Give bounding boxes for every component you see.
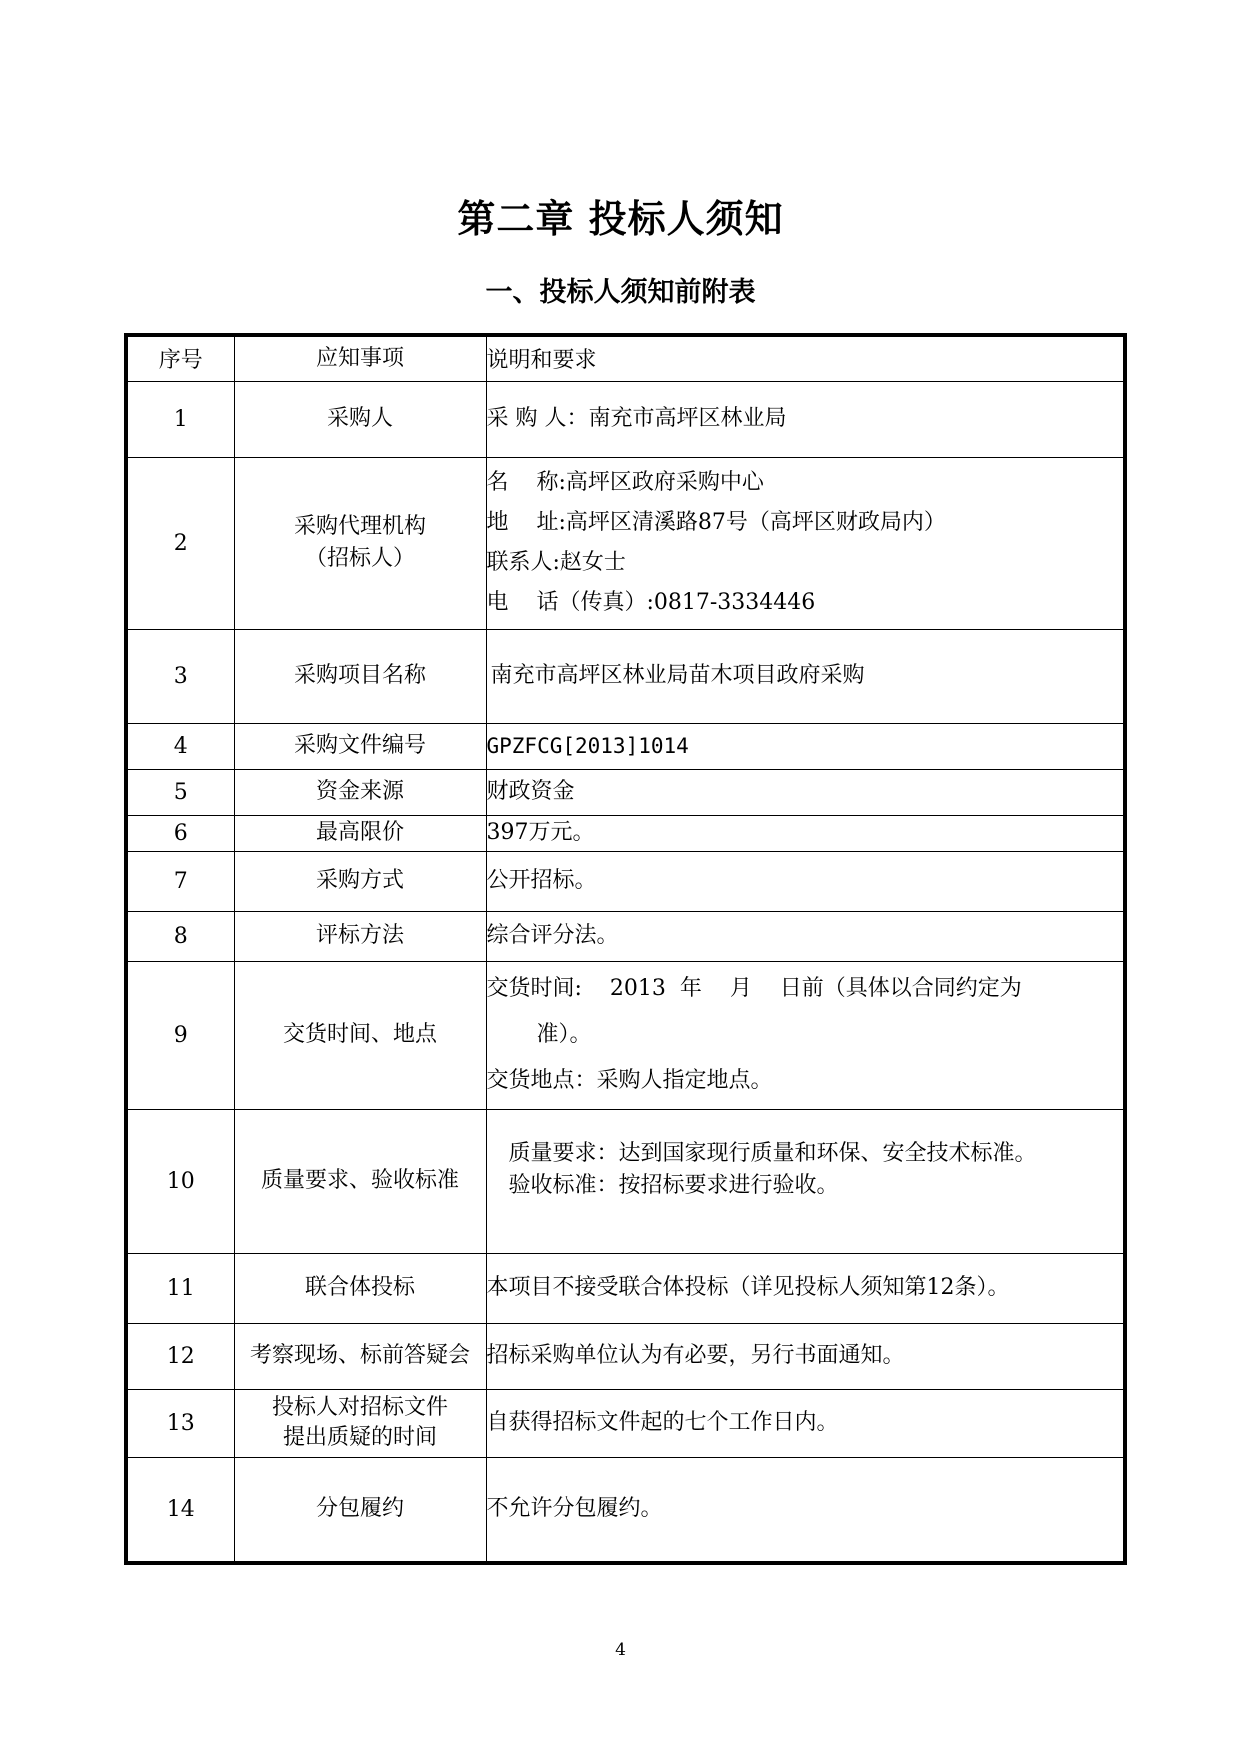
item-line: 提出质疑的时间 bbox=[282, 1425, 437, 1450]
row-item bbox=[234, 1389, 486, 1457]
item-line: 质量要求、验收标准 bbox=[260, 1168, 459, 1193]
desc-line: 准）。 bbox=[536, 1022, 592, 1047]
desc-line: 验收标准：按招标要求进行验收。 bbox=[508, 1172, 839, 1198]
row-item bbox=[234, 381, 486, 457]
row-desc bbox=[486, 1457, 1125, 1563]
table-row bbox=[126, 381, 1125, 457]
row-no: 7 bbox=[126, 851, 234, 911]
item-line: 采购人 bbox=[326, 406, 393, 431]
table-row bbox=[126, 911, 1125, 961]
row-no: 12 bbox=[126, 1323, 234, 1389]
table-row bbox=[126, 1323, 1125, 1389]
row-desc bbox=[486, 381, 1125, 457]
row-desc bbox=[486, 769, 1125, 815]
table-row bbox=[126, 815, 1125, 851]
row-item bbox=[234, 961, 486, 1109]
row-item bbox=[234, 1323, 486, 1389]
desc-line: 397万元。 bbox=[486, 820, 595, 845]
row-no: 14 bbox=[126, 1457, 234, 1563]
desc-line: 质量要求：达到国家现行质量和环保、安全技术标准。 bbox=[508, 1140, 1037, 1166]
desc-line: 联系人:赵女士 bbox=[486, 550, 626, 575]
desc-line: 本项目不接受联合体投标（详见投标人须知第12条）。 bbox=[486, 1275, 1010, 1300]
notice-table bbox=[124, 333, 1127, 1565]
item-line: 联合体投标 bbox=[304, 1275, 415, 1300]
item-line: 采购项目名称 bbox=[293, 663, 426, 688]
item-line: 采购方式 bbox=[315, 868, 404, 893]
header-item: 应知事项 bbox=[234, 335, 486, 381]
desc-line: 地 址:高坪区清溪路87号（高坪区财政局内） bbox=[486, 510, 946, 535]
row-no: 11 bbox=[126, 1253, 234, 1323]
row-desc bbox=[486, 629, 1125, 723]
table-row bbox=[126, 629, 1125, 723]
table-row bbox=[126, 1457, 1125, 1563]
header-no: 序号 bbox=[126, 335, 234, 381]
table-row bbox=[126, 1109, 1125, 1253]
item-line: 采购文件编号 bbox=[293, 733, 426, 758]
row-desc bbox=[486, 815, 1125, 851]
table-row bbox=[126, 851, 1125, 911]
item-line: 评标方法 bbox=[315, 923, 404, 948]
table-row bbox=[126, 1389, 1125, 1457]
desc-line: 交货时间: 2013 年 月 日前（具体以合同约定为 bbox=[486, 976, 1022, 1001]
desc-line: 交货地点：采购人指定地点。 bbox=[486, 1068, 773, 1093]
desc-line: 公开招标。 bbox=[486, 868, 597, 893]
item-line: 采购代理机构 bbox=[293, 514, 426, 539]
row-item bbox=[234, 815, 486, 851]
desc-line: 财政资金 bbox=[486, 779, 575, 804]
desc-line: 采 购 人：南充市高坪区林业局 bbox=[486, 406, 787, 431]
row-no: 10 bbox=[126, 1109, 234, 1253]
row-item bbox=[234, 1457, 486, 1563]
desc-line: 招标采购单位认为有必要，另行书面通知。 bbox=[486, 1343, 905, 1368]
row-desc bbox=[486, 723, 1125, 769]
row-item bbox=[234, 457, 486, 629]
item-line: 投标人对招标文件 bbox=[271, 1395, 448, 1420]
item-line: 资金来源 bbox=[315, 779, 404, 804]
section-title: 一、投标人须知前附表 bbox=[485, 277, 756, 308]
desc-line: 不允许分包履约。 bbox=[486, 1496, 663, 1522]
row-item bbox=[234, 629, 486, 723]
row-item bbox=[234, 1253, 486, 1323]
row-desc bbox=[486, 961, 1125, 1109]
page-number: 4 bbox=[615, 1640, 626, 1660]
table-row bbox=[126, 769, 1125, 815]
desc-line: GPZFCG[2013]1014 bbox=[486, 734, 689, 758]
desc-line: 电 话（传真）:0817-3334446 bbox=[486, 590, 816, 615]
row-no: 9 bbox=[126, 961, 234, 1109]
row-item bbox=[234, 1109, 486, 1253]
row-no: 5 bbox=[126, 769, 234, 815]
header-desc: 说明和要求 bbox=[486, 335, 1125, 381]
item-line: 最高限价 bbox=[315, 820, 404, 845]
table-row bbox=[126, 961, 1125, 1109]
row-item bbox=[234, 851, 486, 911]
row-no: 8 bbox=[126, 911, 234, 961]
row-desc bbox=[486, 457, 1125, 629]
row-desc bbox=[486, 911, 1125, 961]
table-row bbox=[126, 1253, 1125, 1323]
item-line: 交货时间、地点 bbox=[282, 1022, 437, 1047]
desc-line: 南充市高坪区林业局苗木项目政府采购 bbox=[490, 663, 865, 688]
row-item bbox=[234, 911, 486, 961]
row-no: 3 bbox=[126, 629, 234, 723]
item-line: 分包履约 bbox=[315, 1496, 404, 1522]
row-no: 2 bbox=[126, 457, 234, 629]
row-item bbox=[234, 769, 486, 815]
row-no: 1 bbox=[126, 381, 234, 457]
item-line: （招标人） bbox=[304, 546, 415, 571]
table-row bbox=[126, 723, 1125, 769]
row-desc bbox=[486, 851, 1125, 911]
row-no: 6 bbox=[126, 815, 234, 851]
row-desc bbox=[486, 1253, 1125, 1323]
desc-line: 综合评分法。 bbox=[486, 923, 619, 948]
row-desc bbox=[486, 1323, 1125, 1389]
row-no: 13 bbox=[126, 1389, 234, 1457]
table-header-row bbox=[126, 335, 1125, 381]
row-no: 4 bbox=[126, 723, 234, 769]
row-desc bbox=[486, 1109, 1125, 1253]
item-line: 考察现场、标前答疑会 bbox=[249, 1343, 470, 1368]
row-item bbox=[234, 723, 486, 769]
desc-line: 自获得招标文件起的七个工作日内。 bbox=[486, 1410, 839, 1435]
chapter-title: 第二章 投标人须知 bbox=[457, 197, 784, 241]
desc-line: 名 称:高坪区政府采购中心 bbox=[486, 470, 764, 495]
table-row bbox=[126, 457, 1125, 629]
row-desc bbox=[486, 1389, 1125, 1457]
